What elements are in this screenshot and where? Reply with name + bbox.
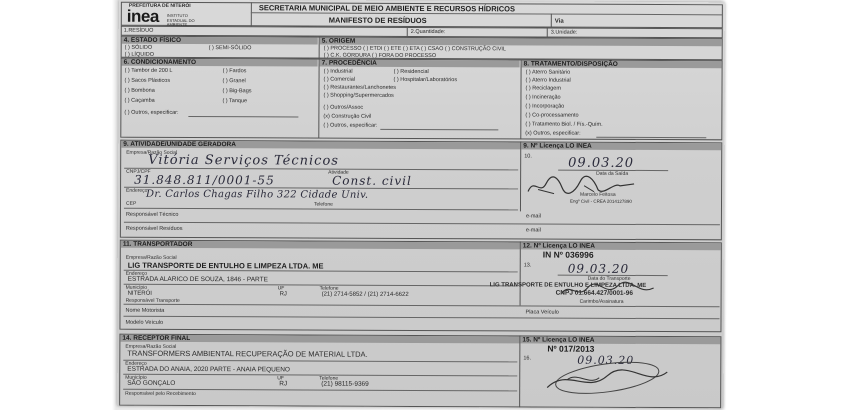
licenca-receptor-numero: Nº 017/2013 xyxy=(547,343,595,354)
trat-item: ( ) Incineração xyxy=(525,94,561,101)
estado-liquido: ( ) LÍQUIDO xyxy=(124,51,155,58)
transp-municipio-label: Município xyxy=(125,284,148,291)
trat-item: ( ) Incorporação xyxy=(525,103,565,110)
licenca-transp-title: 12. Nº Licença LO INEA xyxy=(521,242,721,250)
licenca-transp-num: 13. xyxy=(523,262,532,269)
manifest-form xyxy=(117,0,725,408)
endereco-handwritten: Dr. Carlos Chagas Filho 322 Cidade Univ. xyxy=(146,188,369,201)
trat-item: ( ) Co-processamento xyxy=(525,112,579,119)
proc-item: ( ) Outros/Assoc xyxy=(323,104,364,111)
resp-tecnico-label: Responsável Técnico xyxy=(125,211,179,218)
residue-divider-2 xyxy=(547,28,548,38)
origem-line-1: ( ) PROCESSO ( ) ETDI ( ) ETE ( ) ETA ( ) CSAO ( ) CONSTRUÇÃO CIVIL xyxy=(323,45,507,53)
signature-receptor xyxy=(537,358,687,403)
cond-item: ( ) Big-Bags xyxy=(222,88,252,95)
atividade-handwritten: Const. civil xyxy=(332,173,412,188)
transportador-title: 11. TRANSPORTADOR xyxy=(121,241,521,250)
cond-item: ( ) Outros, especificar: xyxy=(124,109,179,116)
cep-label: CEP xyxy=(125,200,137,207)
cond-item: ( ) Tanque xyxy=(222,98,248,105)
inea-logo: inea xyxy=(126,6,159,26)
prefeitura-label: PREFEITURA DE NITERÓI xyxy=(128,2,191,9)
modelo-label: Modelo Veículo xyxy=(125,319,164,326)
cond-item: ( ) Tambor de 200 L xyxy=(124,67,173,74)
stamp-gerador-crea: Engº Civil - CREA 2014127890 xyxy=(570,198,632,204)
cnpj-handwritten: 31.848.811/0001-55 xyxy=(134,172,275,188)
receptor-razao-label: Empresa/Razão Social xyxy=(125,343,177,350)
licenca-transp-numero: IN Nº 036996 xyxy=(542,249,594,260)
header-divider xyxy=(251,2,252,26)
via-divider xyxy=(551,14,552,28)
origem-line-2: ( ) C.K. GORDURA ( ) FORA DO PROCESSO xyxy=(323,52,437,60)
transp-endereco-label: Endereço xyxy=(125,270,148,277)
email-label-2: e-mail xyxy=(525,227,541,234)
placa-label: Placa Veículo xyxy=(525,309,559,316)
stamp-gerador-name: Marcelo Feitosa xyxy=(580,191,616,198)
transp-razao-value: LIG TRANSPORTE DE ENTULHO E LIMPEZA LTDA. ME xyxy=(127,260,324,271)
receptor-municipio-value: SÃO GONÇALO xyxy=(127,379,176,387)
endereco-label: Endereço xyxy=(126,187,148,194)
secretaria-title: SECRETARIA MUNICIPAL DE MEIO AMBIENTE E RECURSOS HÍDRICOS xyxy=(258,3,516,14)
atividade-label: Atividade xyxy=(328,169,349,176)
estado-fisico-title: 4. ESTADO FÍSICO xyxy=(122,37,318,45)
receptor-uf-value: RJ xyxy=(279,380,288,388)
residue-divider-1 xyxy=(407,27,408,37)
geradora-title: 9. ATIVIDADE/UNIDADE GERADORA xyxy=(121,141,521,150)
proc-item: ( ) Outros, especificar: xyxy=(323,122,378,129)
quantidade-label: 2.Quantidade: xyxy=(410,28,446,36)
data-saida-label: Data da Saída xyxy=(596,170,629,177)
motorista-label: Nome Motorista xyxy=(125,307,165,314)
proc-item: ( ) Shopping/Supermercados xyxy=(323,92,394,99)
trat-item: ( ) Tratamento Biol. / Fís.-Quím. xyxy=(525,121,603,128)
tratamento-title: 8. TRATAMENTO/DISPOSIÇÃO xyxy=(522,60,722,68)
data-recebimento-handwritten: 09.03.20 xyxy=(577,353,635,367)
receptor-municipio-label: Município xyxy=(125,374,147,381)
via-label: Via xyxy=(554,18,564,25)
data-saida-handwritten: 09.03.20 xyxy=(568,155,635,171)
origem-title: 5. ORIGEM xyxy=(320,38,722,47)
cond-item: ( ) Granel xyxy=(222,78,246,85)
receptor-title: 14. RECEPTOR FINAL xyxy=(120,335,520,344)
data-transporte-label: Data do Transporte xyxy=(587,275,631,282)
receptor-razao-value: TRANSFORMERS AMBIENTAL RECUPERAÇÃO DE MATERIAL LTDA. xyxy=(127,348,368,359)
carimbo-label: Carimbo/Assinatura xyxy=(579,298,624,305)
cnpj-label: CNPJ/CPF xyxy=(126,168,151,175)
cond-item: ( ) Bombona xyxy=(124,87,155,94)
stamp-transp-cnpj: CNPJ 01.664.427/0001-96 xyxy=(555,289,633,297)
telefone-label: Telefone xyxy=(313,201,333,208)
condicionamento-title: 6. CONDICIONAMENTO xyxy=(122,59,318,67)
trat-item: ( ) Aterro Industrial xyxy=(525,77,571,84)
proc-item: ( ) Hospitalar/Laboratórios xyxy=(393,76,458,84)
cond-item: ( ) Caçamba xyxy=(124,97,155,104)
transp-municipio-value: NITERÓI xyxy=(127,290,152,297)
trat-item: ( ) Aterro Sanitário xyxy=(525,69,571,76)
receptor-resp-label: Responsável pelo Recebimento xyxy=(125,390,196,398)
razao-handwritten: Vitória Serviços Técnicos xyxy=(148,152,340,169)
proc-item: ( ) Industrial xyxy=(323,68,353,75)
unidade-label: 3.Unidade: xyxy=(550,29,578,36)
proc-item: ( ) Residencial xyxy=(393,68,429,76)
procedencia-title: 7. PROCEDÊNCIA xyxy=(320,60,520,68)
cond-item: ( ) Fardos xyxy=(222,68,247,75)
estado-solido: ( ) SÓLIDO xyxy=(124,44,153,51)
receptor-uf-label: UF xyxy=(277,375,284,382)
receptor-endereco-value: ESTRADA DO ANAIA, 2020 PARTE - ANAIA PEQUENO xyxy=(127,365,290,374)
receptor-telefone-value: (21) 98115-9369 xyxy=(321,380,369,388)
licenca-gerador-num: 10. xyxy=(524,153,532,160)
transp-uf-value: RJ xyxy=(279,291,287,298)
razao-label: Empresa/Razão Social xyxy=(126,149,178,156)
transp-uf-label: UF xyxy=(277,285,285,292)
proc-item: (x) Construção Civil xyxy=(323,113,372,120)
trat-item: (x) Outros, especificar: xyxy=(525,130,581,137)
manifest-title: MANIFESTO DE RESÍDUOS xyxy=(328,15,427,26)
trat-item: ( ) Reciclagem xyxy=(525,85,561,92)
cond-item: ( ) Sacos Plásticos xyxy=(124,77,171,84)
resp-residuos-label: Responsável Resíduos xyxy=(125,225,183,232)
data-transporte-handwritten: 09.03.20 xyxy=(567,261,630,276)
transp-resp-label: Responsável Transporte xyxy=(125,297,180,304)
residuo-label: 1.RESÍDUO xyxy=(123,27,154,34)
receptor-telefone-label: Telefone xyxy=(319,375,339,382)
licenca-receptor-num: 16. xyxy=(523,355,531,362)
licenca-gerador-title: 9. Nº Licença LO INEA xyxy=(521,142,721,150)
proc-item: ( ) Comercial xyxy=(323,76,356,83)
transp-razao-label: Empresa/Razão Social xyxy=(125,254,177,261)
transp-endereco-value: ESTRADA ALARICO DE SOUZA, 1846 - PARTE xyxy=(127,275,268,284)
licenca-receptor-title: 15. Nº Licença LO INEA xyxy=(520,336,720,344)
receptor-endereco-label: Endereço xyxy=(125,360,147,367)
proc-item: ( ) Restaurantes/Lanchonetes xyxy=(323,84,396,91)
email-label-1: e-mail xyxy=(525,213,541,220)
estado-semi-solido: ( ) SEMI-SÓLIDO xyxy=(208,45,252,52)
transp-telefone-label: Telefone xyxy=(319,285,339,292)
stamp-transp-name: LIG TRANSPORTE DE ENTULHO E LIMPEZA LTDA. ME xyxy=(489,282,647,289)
transp-telefone-value: (21) 2714-5852 / (21) 2714-6622 xyxy=(321,291,409,298)
inea-logo-subtitle: INSTITUTO ESTADUAL DO AMBIENTE xyxy=(166,12,195,27)
